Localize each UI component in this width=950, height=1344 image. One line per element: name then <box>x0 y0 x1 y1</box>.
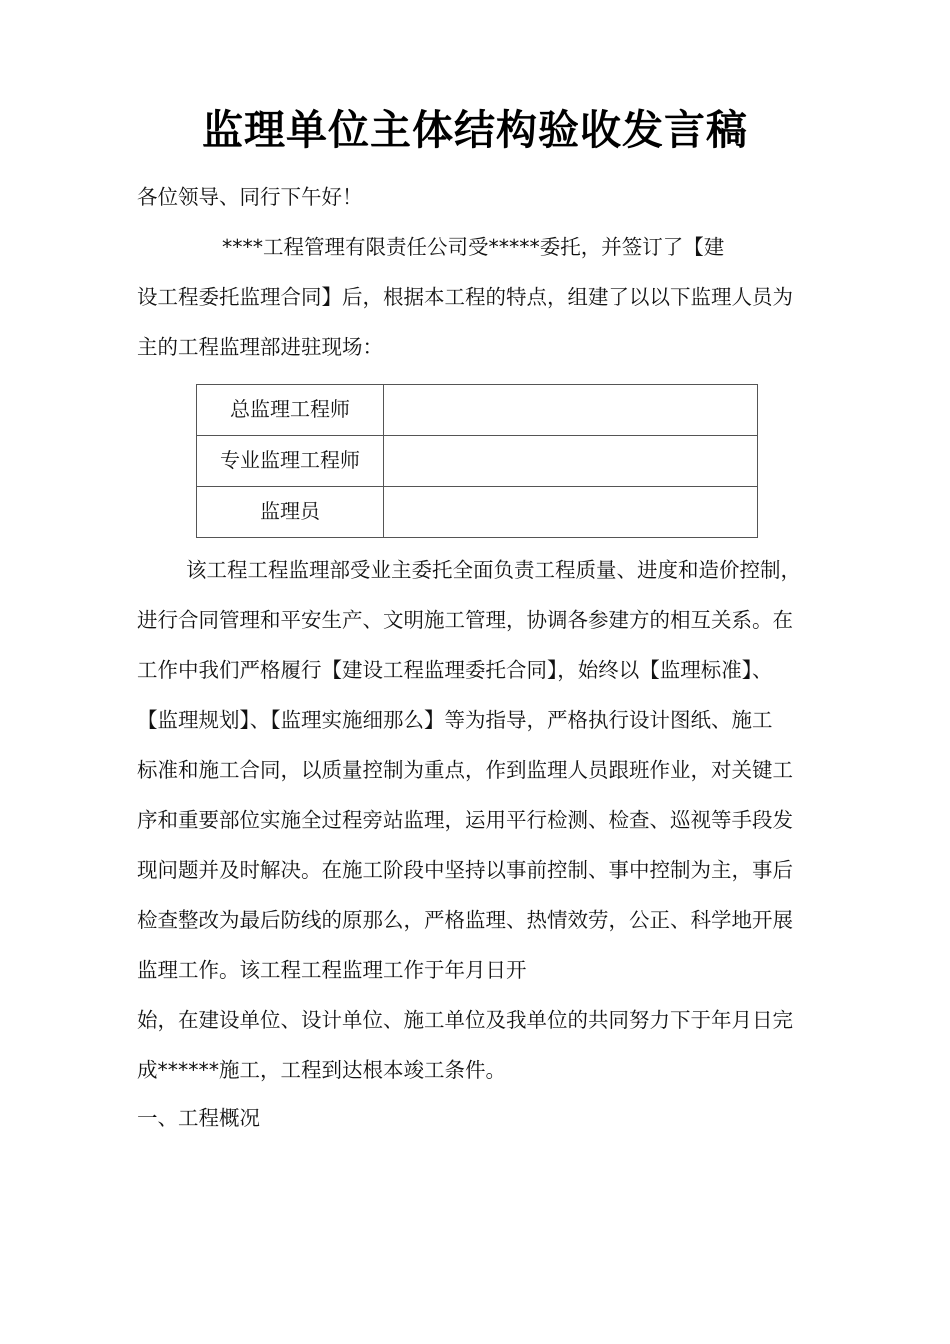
body-line: 监理工作。该工程工程监理工作于年月日开 <box>137 958 527 982</box>
table-row <box>197 436 758 487</box>
body-line: 始，在建设单位、设计单位、施工单位及我单位的共同努力下于年月日完 <box>137 1008 793 1032</box>
body-line: 工作中我们严格履行【建设工程监理委托合同】，始终以【监理标准】、 <box>137 658 773 682</box>
body-line: 【监理规划】、【监理实施细那么】等为指导，严格执行设计图纸、施工 <box>137 708 773 732</box>
body-line: 序和重要部位实施全过程旁站监理，运用平行检测、检查、巡视等手段发 <box>137 808 793 832</box>
greeting-line: 各位领导、同行下午好！ <box>137 185 363 209</box>
intro-line: 主的工程监理部进驻现场： <box>137 335 383 359</box>
body-line: 现问题并及时解决。在施工阶段中坚持以事前控制、事中控制为主，事后 <box>137 858 793 882</box>
body-line: 进行合同管理和平安生产、文明施工管理，协调各参建方的相互关系。在 <box>137 608 793 632</box>
intro-line: 设工程委托监理合同】后，根据本工程的特点，组建了以以下监理人员为 <box>137 285 793 309</box>
staff-role-cell: 总监理工程师 <box>197 385 384 436</box>
body-line: 成******施工，工程到达根本竣工条件。 <box>137 1058 506 1082</box>
document-title: 监理单位主体结构验收发言稿 <box>202 106 748 154</box>
staff-table <box>196 384 758 538</box>
staff-role-cell: 专业监理工程师 <box>197 436 384 487</box>
staff-name-cell <box>384 385 758 436</box>
staff-role-cell: 监理员 <box>197 487 384 538</box>
section-heading: 一、工程概况 <box>137 1106 260 1130</box>
table-row <box>197 487 758 538</box>
table-row <box>197 385 758 436</box>
body-line: 标准和施工合同，以质量控制为重点，作到监理人员跟班作业，对关键工 <box>137 758 793 782</box>
intro-line: ****工程管理有限责任公司受*****委托，并签订了【建 <box>222 235 725 259</box>
body-line: 该工程工程监理部受业主委托全面负责工程质量、进度和造价控制， <box>186 558 801 582</box>
staff-name-cell <box>384 487 758 538</box>
body-line: 检查整改为最后防线的原那么，严格监理、热情效劳，公正、科学地开展 <box>137 908 793 932</box>
staff-name-cell <box>384 436 758 487</box>
